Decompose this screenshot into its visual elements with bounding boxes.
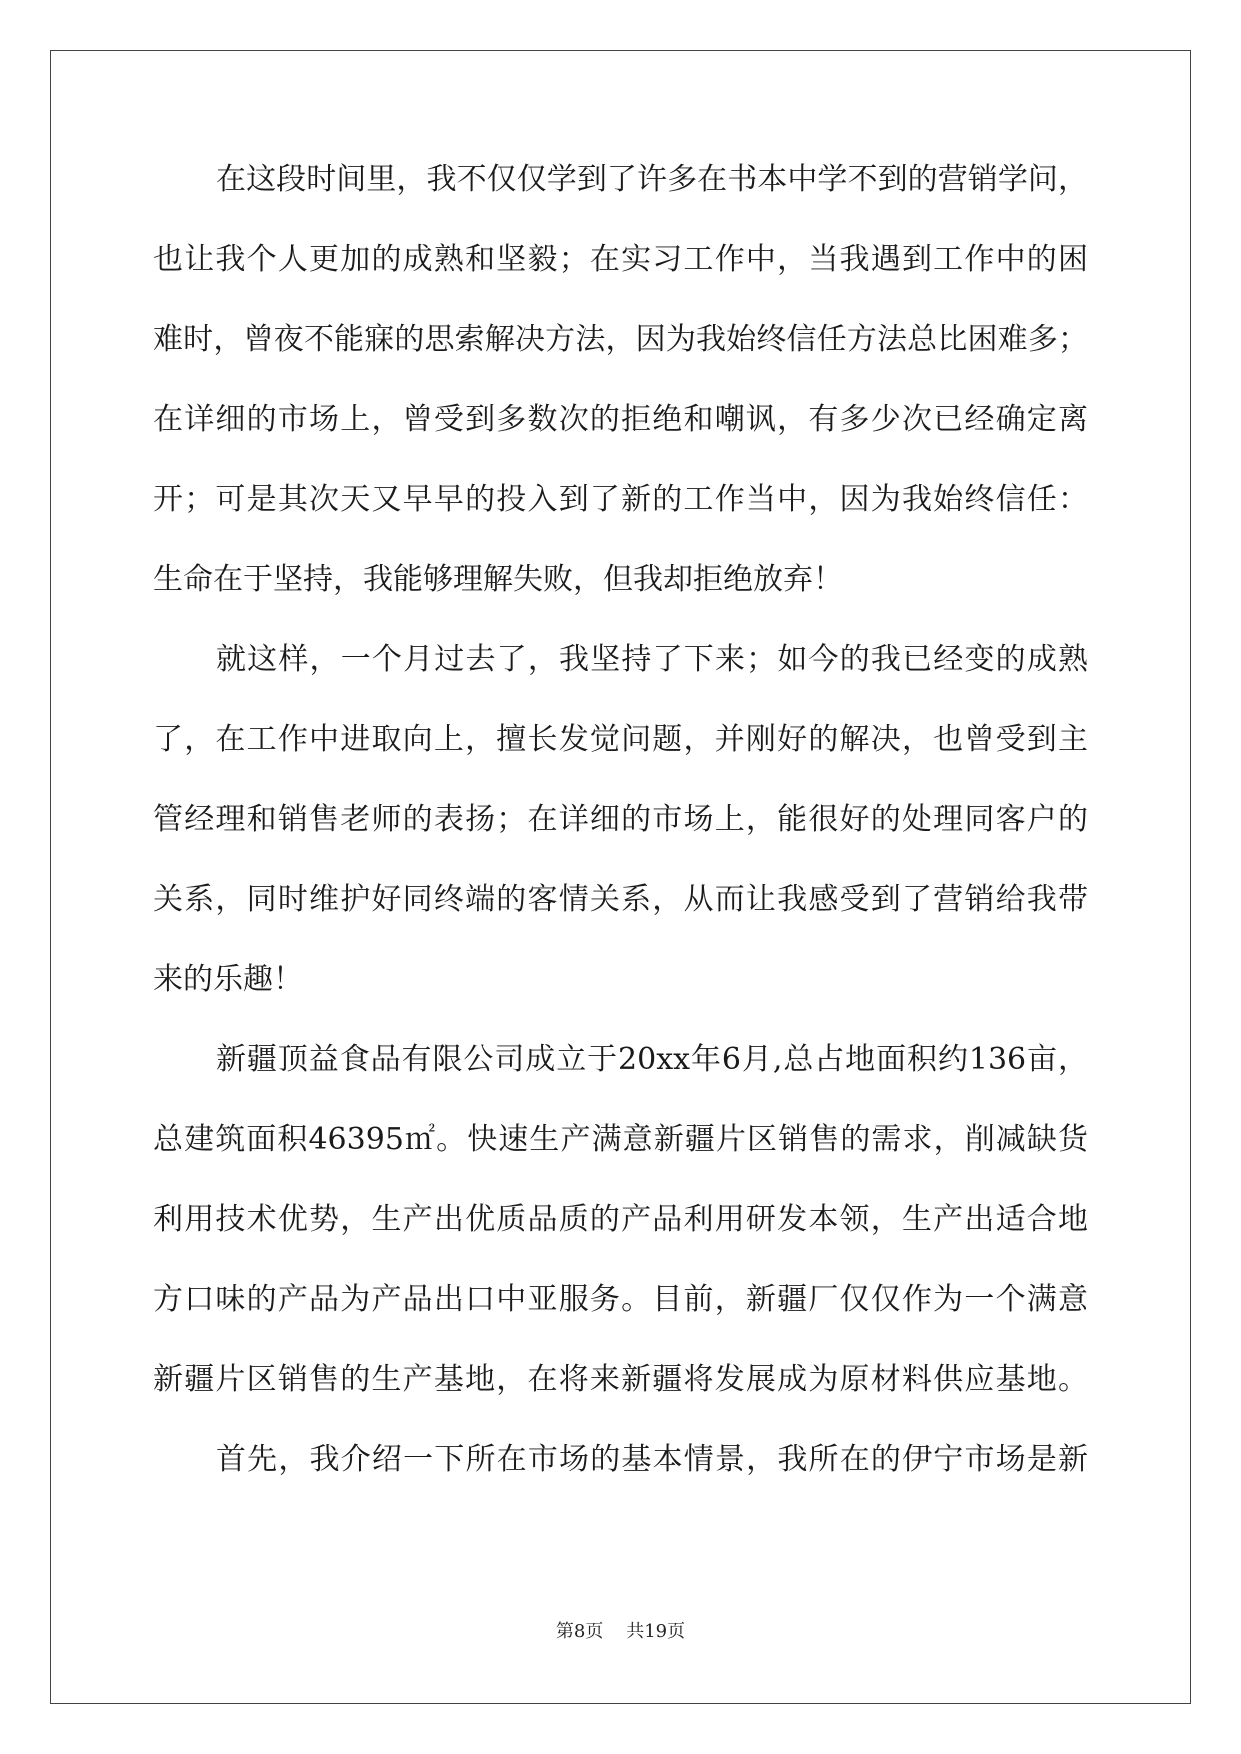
paragraph-2-line-2: 了，在工作中进取向上，擅长发觉问题，并刚好的解决，也曾受到主 — [153, 722, 1088, 757]
paragraph-1-line-5: 开；可是其次天又早早的投入到了新的工作当中，因为我始终信任： — [153, 482, 1088, 517]
paragraph-3-line-1: 新疆顶益食品有限公司成立于20xx年6月,总占地面积约136亩， — [216, 1042, 1088, 1077]
paragraph-2-line-4: 关系，同时维护好同终端的客情关系，从而让我感受到了营销给我带 — [153, 882, 1088, 917]
paragraph-4-line-1: 首先，我介绍一下所在市场的基本情景，我所在的伊宁市场是新 — [216, 1442, 1088, 1477]
page-footer — [0, 1620, 1241, 1644]
paragraph-3-line-2: 总建筑面积46395㎡。快速生产满意新疆片区销售的需求，削减缺货 — [153, 1122, 1088, 1157]
paragraph-1-line-4: 在详细的市场上，曾受到多数次的拒绝和嘲讽，有多少次已经确定离 — [153, 402, 1088, 437]
paragraph-3-line-5: 新疆片区销售的生产基地，在将来新疆将发展成为原材料供应基地。 — [153, 1362, 1088, 1397]
page-number: 第8页 — [555, 1621, 604, 1642]
total-pages: 共19页 — [626, 1621, 686, 1642]
document-body — [153, 160, 1088, 1520]
paragraph-1-line-3: 难时，曾夜不能寐的思索解决方法，因为我始终信任方法总比困难多； — [153, 322, 1088, 357]
paragraph-1-line-2: 也让我个人更加的成熟和坚毅；在实习工作中，当我遇到工作中的困 — [153, 242, 1088, 277]
paragraph-1-line-6: 生命在于坚持，我能够理解失败，但我却拒绝放弃！ — [153, 562, 843, 597]
paragraph-3-line-3: 利用技术优势，生产出优质品质的产品利用研发本领，生产出适合地 — [153, 1202, 1088, 1237]
paragraph-3-line-4: 方口味的产品为产品出口中亚服务。目前，新疆厂仅仅作为一个满意 — [153, 1282, 1088, 1317]
paragraph-1-line-1: 在这段时间里，我不仅仅学到了许多在书本中学不到的营销学问， — [216, 162, 1088, 197]
paragraph-2-line-3: 管经理和销售老师的表扬；在详细的市场上，能很好的处理同客户的 — [153, 802, 1088, 837]
paragraph-2-line-5: 来的乐趣！ — [153, 962, 303, 997]
paragraph-2-line-1: 就这样，一个月过去了，我坚持了下来；如今的我已经变的成熟 — [216, 642, 1088, 677]
